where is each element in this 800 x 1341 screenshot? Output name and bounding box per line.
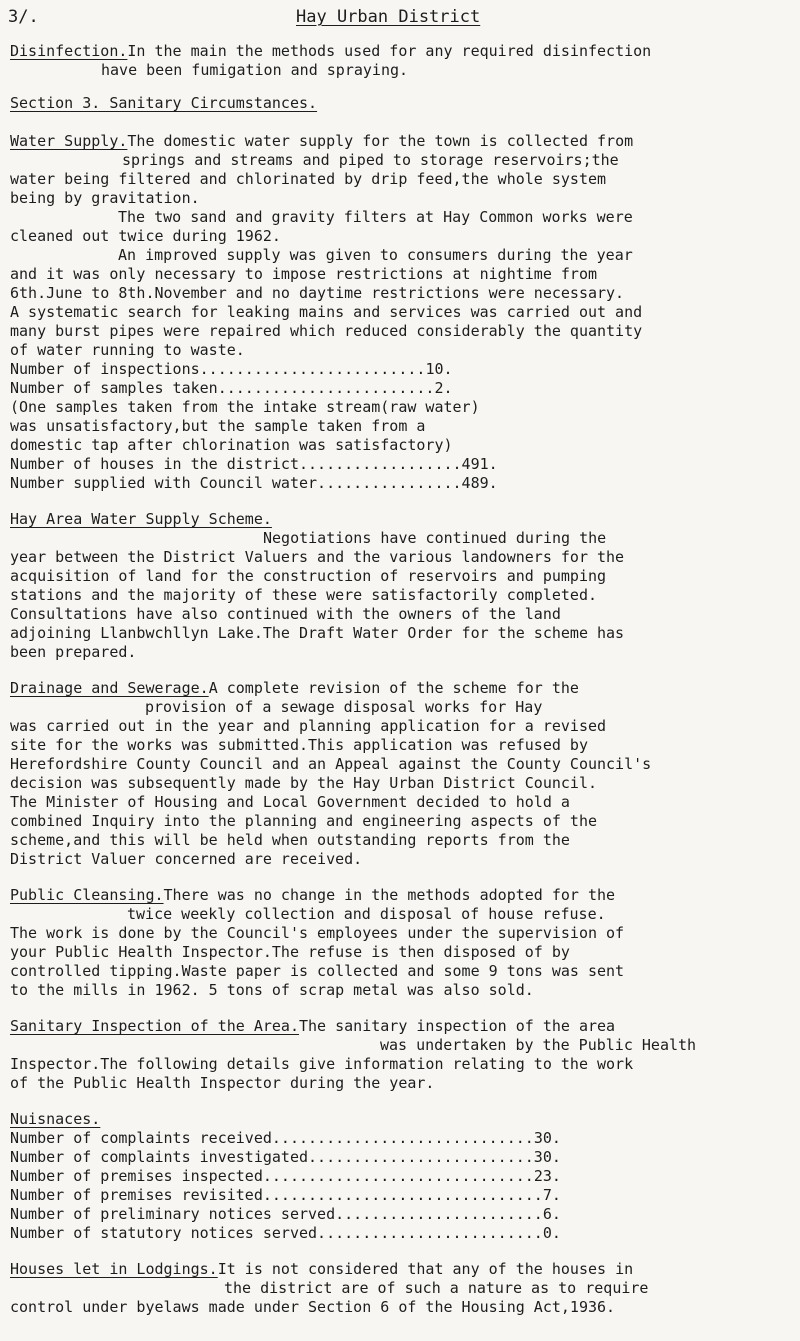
stat-row: Number of samples taken........................2. <box>10 379 453 397</box>
water-supply-paragraph: Water Supply.The domestic water supply for the town is collected from <box>10 132 634 150</box>
text-line: the district are of such a nature as to require <box>224 1279 649 1297</box>
section-heading: Section 3. Sanitary Circumstances. <box>10 94 318 112</box>
nuisance-row: Number of premises inspected..............................23. <box>10 1167 561 1185</box>
text-line: The work is done by the Council's employees under the supervision of <box>10 924 625 942</box>
text-line: acquisition of land for the construction of reservoirs and pumping <box>10 567 607 585</box>
text-line: combined Inquiry into the planning and engineering aspects of the <box>10 812 597 830</box>
text-line: many burst pipes were repaired which reduced considerably the quantity <box>10 322 643 340</box>
nuisance-row: Number of statutory notices served.........................0. <box>10 1224 561 1242</box>
text-line: District Valuer concerned are received. <box>10 850 363 868</box>
text-line: water being filtered and chlorinated by drip feed,the whole system <box>10 170 607 188</box>
text-line: control under byelaws made under Section 6 of the Housing Act,1936. <box>10 1298 616 1316</box>
text-line: An improved supply was given to consumers during the year <box>118 246 633 264</box>
text-line: 6th.June to 8th.November and no daytime restrictions were necessary. <box>10 284 625 302</box>
nuisance-row: Number of complaints investigated.........................30. <box>10 1148 561 1166</box>
disinfection-paragraph: Disinfection.In the main the methods used for any required disinfection <box>10 42 652 60</box>
inspection-paragraph: Sanitary Inspection of the Area.The sanitary inspection of the area <box>10 1017 616 1035</box>
cleansing-paragraph: Public Cleansing.There was no change in the methods adopted for the <box>10 886 616 904</box>
text-line: of water running to waste. <box>10 341 245 359</box>
text-line: being by gravitation. <box>10 189 200 207</box>
text-line: adjoining Llanbwchllyn Lake.The Draft Water Order for the scheme has <box>10 624 625 642</box>
nuisance-row: Number of preliminary notices served.......................6. <box>10 1205 561 1223</box>
disinfection-heading: Disinfection. <box>10 42 128 60</box>
nuisances-heading: Nuisnaces. <box>10 1110 101 1128</box>
text-line: was undertaken by the Public Health <box>380 1036 697 1054</box>
text-line: The Minister of Housing and Local Government decided to hold a <box>10 793 570 811</box>
text-line: twice weekly collection and disposal of house refuse. <box>127 905 606 923</box>
text-line: was carried out in the year and planning application for a revised <box>10 717 607 735</box>
disinfection-line: have been fumigation and spraying. <box>101 61 409 79</box>
text-line: of the Public Health Inspector during the year. <box>10 1074 435 1092</box>
page-title: Hay Urban District <box>296 7 481 27</box>
text-line: A systematic search for leaking mains and services was carried out and <box>10 303 643 321</box>
page-number: 3/. <box>8 7 39 27</box>
stat-row: Number of inspections.........................10. <box>10 360 453 378</box>
text-line: (One samples taken from the intake stream(raw water) <box>10 398 480 416</box>
lodgings-heading: Houses let in Lodgings. <box>10 1260 218 1278</box>
text-line: site for the works was submitted.This application was refused by <box>10 736 588 754</box>
text-line: been prepared. <box>10 643 137 661</box>
text-line: was unsatisfactory,but the sample taken from a <box>10 417 426 435</box>
text-line: your Public Health Inspector.The refuse is then disposed of by <box>10 943 570 961</box>
text-line: domestic tap after chlorination was satisfactory) <box>10 436 453 454</box>
text-line: scheme,and this will be held when outstanding reports from the <box>10 831 570 849</box>
text-line: provision of a sewage disposal works for Hay <box>145 698 543 716</box>
cleansing-heading: Public Cleansing. <box>10 886 164 904</box>
text-line: Consultations have also continued with the owners of the land <box>10 605 561 623</box>
text-line: springs and streams and piped to storage reservoirs;the <box>122 151 619 169</box>
text-line: decision was subsequently made by the Hay Urban District Council. <box>10 774 597 792</box>
scheme-heading: Hay Area Water Supply Scheme. <box>10 510 272 528</box>
text-line: Negotiations have continued during the <box>263 529 607 547</box>
text-line: year between the District Valuers and the various landowners for the <box>10 548 625 566</box>
text-line: The two sand and gravity filters at Hay Common works were <box>118 208 633 226</box>
text-line: Inspector.The following details give information relating to the work <box>10 1055 634 1073</box>
drainage-paragraph: Drainage and Sewerage.A complete revision of the scheme for the <box>10 679 579 697</box>
nuisance-row: Number of premises revisited...............................7. <box>10 1186 561 1204</box>
nuisance-row: Number of complaints received.............................30. <box>10 1129 561 1147</box>
drainage-heading: Drainage and Sewerage. <box>10 679 209 697</box>
text-line: Herefordshire County Council and an Appeal against the County Council's <box>10 755 652 773</box>
text-line: and it was only necessary to impose restrictions at nightime from <box>10 265 597 283</box>
stat-row: Number of houses in the district..................491. <box>10 455 498 473</box>
stat-row: Number supplied with Council water................489. <box>10 474 498 492</box>
text-line: stations and the majority of these were satisfactorily completed. <box>10 586 597 604</box>
text-line: cleaned out twice during 1962. <box>10 227 281 245</box>
inspection-heading: Sanitary Inspection of the Area. <box>10 1017 299 1035</box>
lodgings-paragraph: Houses let in Lodgings.It is not considered that any of the houses in <box>10 1260 634 1278</box>
water-supply-heading: Water Supply. <box>10 132 128 150</box>
text-line: to the mills in 1962. 5 tons of scrap metal was also sold. <box>10 981 534 999</box>
text-line: controlled tipping.Waste paper is collected and some 9 tons was sent <box>10 962 625 980</box>
